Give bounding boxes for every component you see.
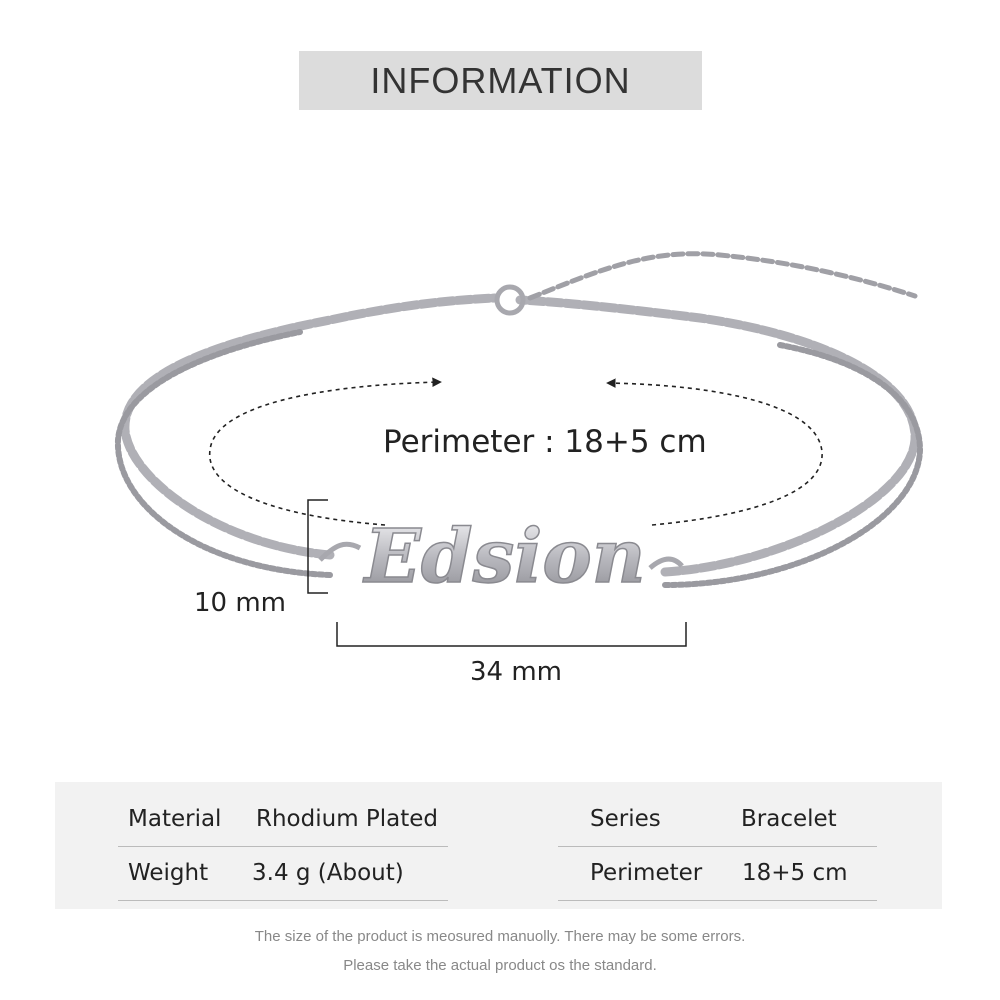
height-label: 10 mm (194, 588, 287, 618)
spec-row-material (118, 792, 448, 847)
nameplate-connector-left (320, 544, 360, 560)
spec-panel (55, 782, 942, 909)
perimeter-label: Perimeter : 18+5 cm (383, 424, 707, 460)
chain-strand-right-lower (665, 345, 920, 585)
information-header (299, 51, 702, 110)
spec-label: Weight (128, 860, 209, 886)
spec-row-series (558, 792, 877, 847)
chain-strand-lower (118, 332, 330, 575)
spec-value: Rhodium Plated (256, 806, 439, 832)
spec-label: Material (128, 806, 222, 832)
nameplate: Edsion (364, 514, 646, 600)
disclaimer-line-2: Please take the actual product os the standard. (343, 957, 657, 974)
spec-row-weight (118, 846, 448, 901)
extender-chain (530, 254, 915, 298)
spec-row-perimeter (558, 846, 877, 901)
header-title: INFORMATION (370, 59, 631, 101)
spec-label: Series (590, 806, 661, 832)
spec-value: 3.4 g (About) (252, 860, 404, 886)
width-bracket (337, 622, 686, 646)
height-bracket (308, 500, 328, 593)
spec-label: Perimeter (590, 860, 703, 886)
width-label: 34 mm (470, 657, 563, 687)
disclaimer-line-1: The size of the product is meosured manuolly. There may be some errors. (254, 928, 746, 945)
spec-value: 18+5 cm (742, 860, 848, 886)
bracelet-image (0, 230, 1000, 700)
spec-value: Bracelet (741, 806, 837, 832)
